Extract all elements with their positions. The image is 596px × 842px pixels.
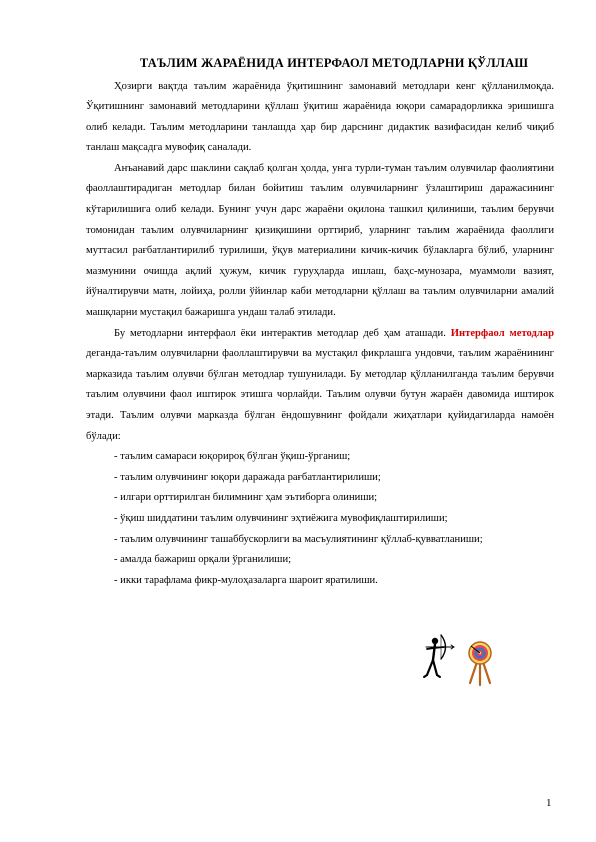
page-number: 1	[546, 797, 552, 809]
paragraph-3-intro: Бу методларни интерфаол ёки интерактив методлар деб ҳам аташади.	[114, 327, 451, 339]
archer-with-target-icon	[418, 627, 498, 689]
list-item: - таълим олувчининг ташаббускорлиги ва масъулиятининг қўллаб-қувватланиши;	[114, 533, 483, 545]
paragraph-3	[86, 324, 554, 448]
list-item: - ўқиш шиддатини таълим олувчининг эҳтиёжига мувофиқлаштирилиши;	[114, 512, 448, 524]
list-item: - икки тарафлама фикр-мулоҳазаларга шароит яратилиши.	[114, 574, 378, 586]
document-title: ТАЪЛИМ ЖАРАЁНИДА ИНТЕРФАОЛ МЕТОДЛАРНИ ҚЎЛЛАШ	[139, 56, 529, 70]
paragraph-3-body: деганда-таълим олувчиларни фаоллаштирувчи ва мустақил фикрлашга ундовчи, таълим жараёнининг марказида таълим олувчи бўлган методлар тушунилади. Бу методлар қўлланилганда таълим берувчи таълим олувчини фаол иштирок этишга чорлайди. Таълим олувчи бутун жараён давомида иштирок этади. Таълим олувчи марказда бўлган ёндошувнинг фойдали жиҳатлари қуйидагиларда намоён бўлади:	[86, 348, 554, 442]
paragraph-1: Ҳозирги вақтда таълим жараёнида ўқитишнинг замонавий методлари кенг қўлланилмоқда. Ўқитишнинг замонавий методларини қўллаш ўқитиш жараёнида юқори самарадорликка эришишга олиб келади. Таълим методларини танлашда ҳар бир дарснинг дидактик вазифасидан келиб чиқиб танлаш мақсадга мувофиқ саналади.	[86, 80, 554, 154]
document-body	[86, 56, 554, 591]
benefits-list	[86, 447, 554, 591]
list-item: - илгари орттирилган билимнинг ҳам эътиборга олиниши;	[114, 492, 378, 504]
list-item: - таълим самараси юқорироқ бўлган ўқиш-ўрганиш;	[114, 451, 351, 463]
list-item: - таълим олувчининг юқори даражада рағбатлантирилиши;	[114, 471, 381, 483]
list-item: - амалда бажариш орқали ўрганилиши;	[114, 554, 292, 566]
highlighted-term: Интерфаол методлар	[450, 327, 554, 339]
paragraph-2: Анъанавий дарс шаклини сақлаб қолган ҳолда, унга турли-туман таълим олувчилар фаолиятини фаоллаштирадиган методлар билан бойитиш таълим олувчиларнинг ўзлаштириш даражасининг кўтарилишига олиб келади. Бунинг учун дарс жараёни оқилона ташкил қилиниши, таълим берувчи томонидан таълим олувчиларнинг қизиқишини орттириб, уларнинг таълим жараёнида фаоллиги муттасил рағбатлантирилиб турилиши, ўқув материалини кичик-кичик бўлакларга бўлиб, уларнинг мазмунини очишда ақлий ҳужум, кичик гуруҳларда ишлаш, баҳс-мунозара, муаммоли вазият, йўналтирувчи матн, лойиҳа, ролли ўйинлар каби методларни қўллаш ва таълим олувчиларни амалий машқларни мустақил бажаришга ундаш талаб этилади.	[86, 162, 554, 319]
